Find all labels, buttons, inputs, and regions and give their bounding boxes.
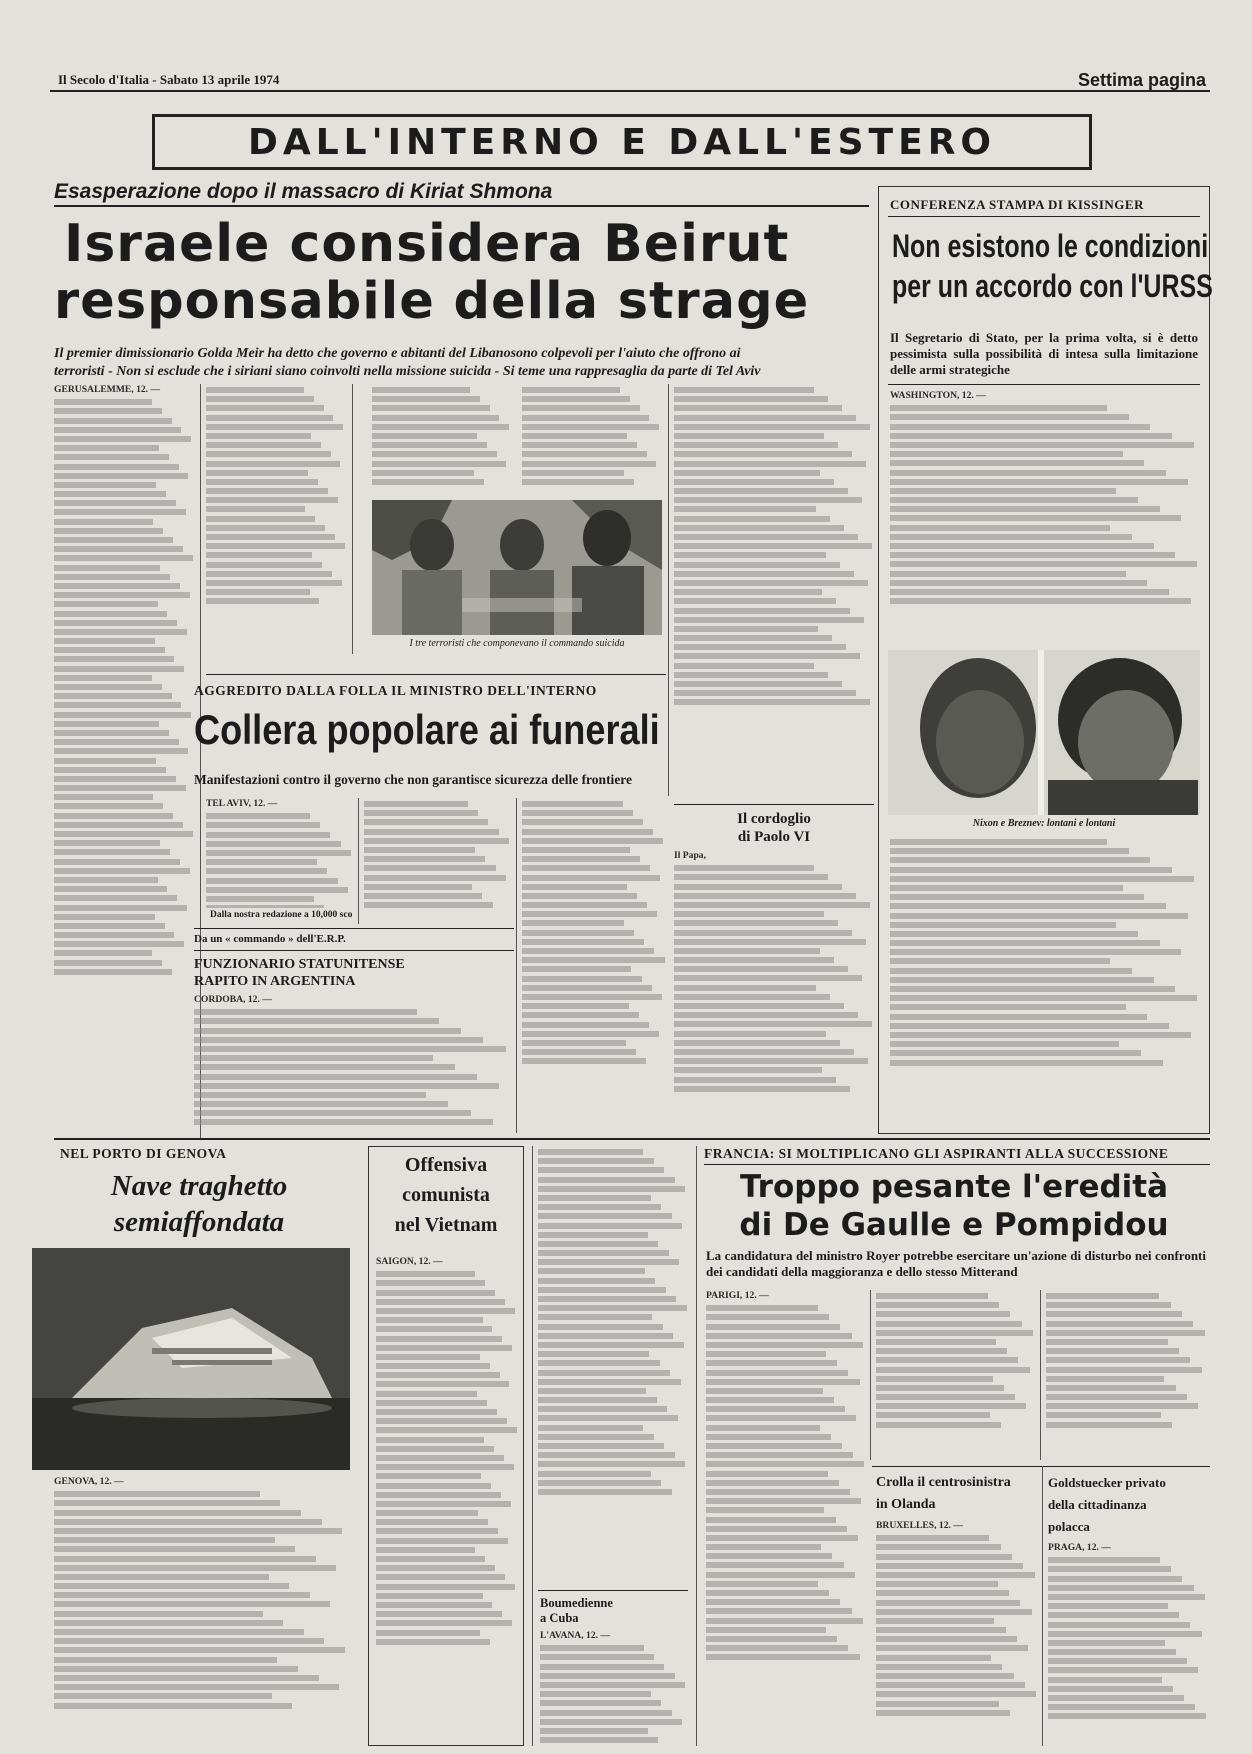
paolo-headline-line-2: di Paolo VI xyxy=(737,829,811,845)
kissinger-headline xyxy=(892,226,1213,306)
israel-deck-line-1: Il premier dimissionario Golda Meir ha detto che governo e abitanti del Libanosono colpevoli per l'aiuto che offrono ai xyxy=(54,346,741,361)
erp-headline xyxy=(194,956,405,990)
israel-body-column-1 xyxy=(54,384,194,1139)
article-text xyxy=(1048,1557,1208,1719)
francia-body-column-1 xyxy=(706,1290,866,1746)
terrorists-photo-image xyxy=(372,500,662,635)
article-text xyxy=(674,387,874,705)
section-banner: DALL'INTERNO E DALL'ESTERO xyxy=(152,114,1092,170)
israel-headline-line-1: Israele considera Beirut xyxy=(64,214,790,274)
francia-headline-line-1: Troppo pesante l'eredità xyxy=(739,1169,1169,1205)
kissinger-deck-rule xyxy=(888,384,1200,385)
column-rule xyxy=(870,1290,871,1460)
column-rule xyxy=(1042,1466,1043,1746)
vietnam-dateline: SAIGON, 12. — xyxy=(376,1256,443,1267)
funerali-headline: Collera popolare ai funerali xyxy=(194,706,660,753)
francia-headline-line-2: di De Gaulle e Pompidou xyxy=(739,1207,1169,1243)
paolo-dateline: Il Papa, xyxy=(674,850,706,861)
erp-body xyxy=(194,994,512,1134)
paolo-headline-line-1: Il cordoglio xyxy=(737,811,811,827)
nixon-breznev-photo-image xyxy=(888,650,1200,815)
boumedienne-headline-line-2: a Cuba xyxy=(540,1611,579,1625)
israel-headline-line-2: responsabile della strage xyxy=(54,272,810,331)
vietnam-headline-line-1: Offensiva xyxy=(404,1154,488,1176)
boumedienne-headline-line-1: Boumedienne xyxy=(540,1596,613,1610)
masthead-rule xyxy=(50,90,1210,92)
israel-deck-line-2: terroristi - Non si esclude che i siriani siano coinvolti nella missione suicida - Si teme una rappresaglia da parte di Tel Aviv xyxy=(54,364,761,379)
article-text xyxy=(54,1491,348,1708)
terrorists-photo-caption: I tre terroristi che componevano il commando suicida xyxy=(409,638,625,649)
genova-label: NEL PORTO DI GENOVA xyxy=(60,1146,227,1161)
genova-headline-line-1: Nave traghetto xyxy=(110,1170,288,1202)
olanda-headline-line-2: in Olanda xyxy=(876,1497,936,1512)
olanda-headline xyxy=(876,1472,1011,1516)
article-text xyxy=(54,399,194,975)
boumedienne-top-rule xyxy=(538,1590,688,1591)
goldstuecker-headline-line-3: polacca xyxy=(1048,1519,1090,1534)
erp-kicker: Da un « commando » dell'E.R.P. xyxy=(194,933,346,945)
francia-label-rule xyxy=(704,1164,1210,1165)
erp-top-rule xyxy=(194,928,514,929)
israel-body-column-3 xyxy=(372,384,512,494)
olanda-headline-line-1: Crolla il centrosinistra xyxy=(876,1475,1011,1490)
article-text xyxy=(206,813,354,908)
article-text xyxy=(372,387,512,485)
israel-kicker-rule xyxy=(54,205,869,207)
paolo-body xyxy=(674,850,874,1135)
genova-headline-line-2: semiaffondata xyxy=(113,1206,285,1238)
terrorists-photo xyxy=(372,500,662,635)
olanda-body xyxy=(876,1520,1038,1746)
vietnam-body xyxy=(376,1256,518,1740)
article-text xyxy=(890,839,1200,1066)
kissinger-label: CONFERENZA STAMPA DI KISSINGER xyxy=(890,197,1144,212)
article-text xyxy=(538,1149,688,1495)
article-text xyxy=(674,865,874,1092)
ferry-photo xyxy=(32,1248,350,1470)
article-text xyxy=(194,1009,512,1125)
kissinger-headline-line-2: per un accordo con l'URSS xyxy=(892,268,1213,304)
israel-kicker: Esasperazione dopo il massacro di Kiriat Shmona xyxy=(54,180,553,203)
israel-body-column-4 xyxy=(522,384,662,494)
vietnam-headline-line-3: nel Vietnam xyxy=(394,1214,498,1236)
article-text xyxy=(376,1271,518,1645)
article-text xyxy=(364,801,512,908)
paolo-top-rule xyxy=(674,804,874,805)
column-rule xyxy=(1040,1290,1041,1460)
article-text xyxy=(876,1535,1038,1716)
article-text xyxy=(206,387,346,604)
goldstuecker-headline-line-2: della cittadinanza xyxy=(1048,1497,1147,1512)
vietnam-headline xyxy=(372,1150,520,1240)
erp-headline-line-2: RAPITO IN ARGENTINA xyxy=(194,974,356,989)
israel-dateline: GERUSALEMME, 12. — xyxy=(54,384,161,395)
kissinger-body-top xyxy=(890,390,1200,645)
column-rule xyxy=(668,384,669,796)
francia-body-column-2 xyxy=(876,1290,1036,1460)
paolo-headline xyxy=(674,810,874,846)
article-text xyxy=(522,387,662,485)
funerali-dateline: TEL AVIV, 12. — xyxy=(206,798,278,809)
francia-label: FRANCIA: SI MOLTIPLICANO GLI ASPIRANTI ALLA SUCCESSIONE xyxy=(704,1146,1169,1161)
israel-body-column-5 xyxy=(674,384,874,796)
nixon-breznev-caption: Nixon e Breznev: lontani e lontani xyxy=(972,818,1116,829)
article-text xyxy=(522,801,666,1064)
erp-headline-line-1: FUNZIONARIO STATUNITENSE xyxy=(194,957,405,972)
genova-headline xyxy=(54,1168,344,1240)
column-rule xyxy=(696,1146,697,1746)
column-rule xyxy=(516,798,517,1133)
goldstuecker-dateline: PRAGA, 12. — xyxy=(1048,1542,1111,1553)
funerali-label: AGGREDITO DALLA FOLLA IL MINISTRO DELL'INTERNO xyxy=(194,683,597,698)
kissinger-dateline: WASHINGTON, 12. — xyxy=(890,390,986,401)
article-text xyxy=(706,1305,866,1660)
funerali-top-rule xyxy=(206,674,666,675)
genova-body xyxy=(54,1476,348,1746)
erp-kicker-rule xyxy=(194,950,514,951)
boumedienne-headline xyxy=(540,1596,613,1626)
column-rule xyxy=(532,1146,533,1746)
funerali-body-column-1 xyxy=(206,798,354,908)
nixon-breznev-photo xyxy=(888,650,1200,815)
kissinger-body-bottom xyxy=(890,836,1200,1128)
ferry-photo-image xyxy=(32,1248,350,1470)
continuation-column xyxy=(538,1146,688,1586)
funerali-body-column-2 xyxy=(364,798,512,924)
funerali-signoff: Dalla nostra redazione a 10,000 sco xyxy=(210,910,353,920)
genova-dateline: GENOVA, 12. — xyxy=(54,1476,124,1487)
boumedienne-dateline: L'AVANA, 12. — xyxy=(540,1630,611,1641)
francia-headline xyxy=(704,1168,1204,1244)
funerali-body-column-3 xyxy=(522,798,666,1133)
olanda-dateline: BRUXELLES, 12. — xyxy=(876,1520,963,1531)
article-text xyxy=(890,405,1200,604)
funerali-deck: Manifestazioni contro il governo che non garantisce sicurezza delle frontiere xyxy=(194,772,633,787)
column-rule xyxy=(352,384,353,654)
francia-body-column-3 xyxy=(1046,1290,1208,1460)
israel-body-column-2 xyxy=(206,384,346,654)
page-section-label: Settima pagina xyxy=(1077,70,1206,90)
francia-deck: La candidatura del ministro Royer potrebbe esercitare un'azione di disturbo nei confronti dei candidati della maggioranza e dello stesso Mitterand xyxy=(706,1248,1206,1279)
vietnam-headline-line-2: comunista xyxy=(402,1184,490,1206)
kissinger-deck: Il Segretario di Stato, per la prima volta, si è detto pessimista sulla possibilità di intesa sulla limitazione delle armi strategiche xyxy=(890,330,1198,377)
olanda-top-rule xyxy=(872,1466,1210,1467)
article-text xyxy=(876,1293,1036,1428)
kissinger-label-rule xyxy=(888,216,1200,217)
boumedienne-body xyxy=(540,1630,688,1746)
goldstuecker-headline-line-1: Goldstuecker privato xyxy=(1048,1475,1166,1490)
masthead-date: Il Secolo d'Italia - Sabato 13 aprile 1974 xyxy=(58,72,280,87)
article-text xyxy=(540,1645,688,1743)
article-text xyxy=(1046,1293,1208,1428)
goldstuecker-body xyxy=(1048,1542,1208,1746)
kissinger-headline-line-1: Non esistono le condizioni xyxy=(892,228,1209,264)
francia-dateline: PARIGI, 12. — xyxy=(706,1290,769,1301)
lower-section-rule xyxy=(54,1138,1210,1140)
column-rule xyxy=(358,798,359,924)
goldstuecker-headline xyxy=(1048,1472,1166,1538)
erp-dateline: CORDOBA, 12. — xyxy=(194,994,272,1005)
